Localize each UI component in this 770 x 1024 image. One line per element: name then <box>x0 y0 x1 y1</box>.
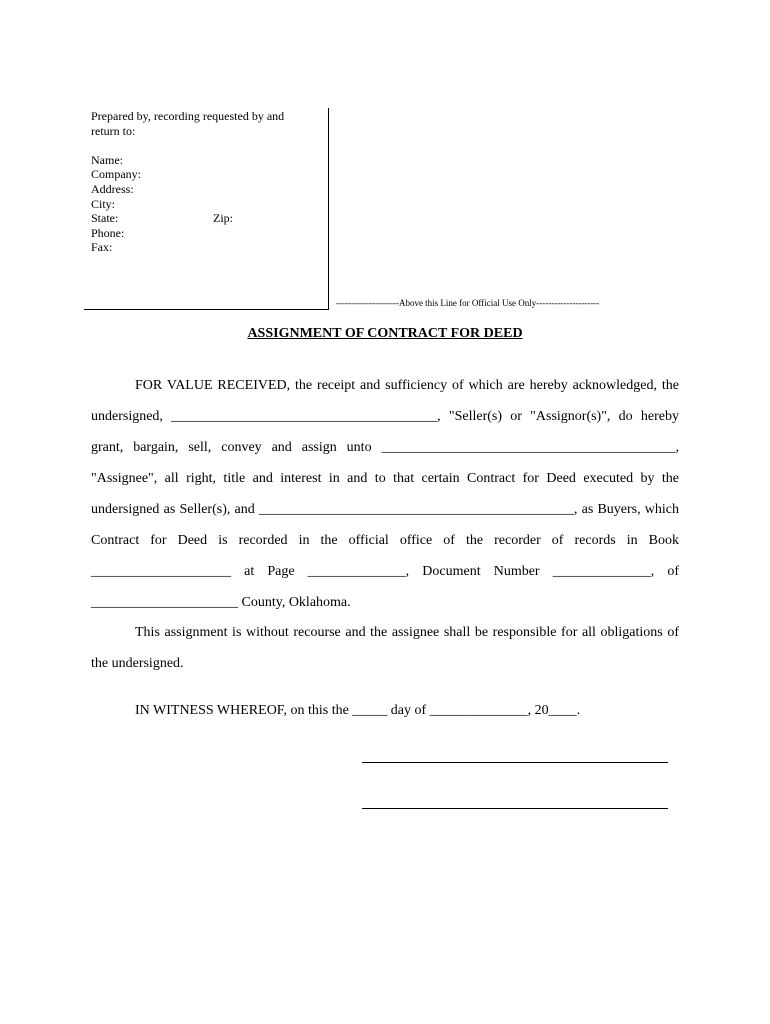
city-label: City: <box>91 196 116 211</box>
document-title: ASSIGNMENT OF CONTRACT FOR DEED <box>247 326 523 341</box>
address-label: Address: <box>91 181 134 196</box>
prepared-by-label: Prepared by, recording requested by and <box>91 109 285 123</box>
state-label: State: <box>91 211 119 226</box>
official-use-divider: ---------------------Above this Line for Official Use Only--------------------- <box>336 298 600 308</box>
name-label: Name: <box>91 152 123 167</box>
phone-label: Phone: <box>91 225 125 240</box>
fax-label: Fax: <box>91 240 113 255</box>
company-label: Company: <box>91 167 141 182</box>
recourse-paragraph: This assignment is without recourse and the assignee shall be responsible for all obligations of the undersigned. <box>91 625 679 671</box>
assignment-paragraph: FOR VALUE RECEIVED, the receipt and sufficiency of which are hereby acknowledged, the undersigned, ______________________________________, "Seller(s) or "Assignor(s)", do hereby grant, bargain, sell, convey and assign unto __________________________________________, "Assignee", all right, title and interest in and to that certain Contract for Deed executed by the undersigned as Seller(s), and _____________________________________________, as Buyers, which Contract for Deed is recorded in the official office of the recorder of records in Book ____________________ at Page ______________, Document Number ______________, of _____________________ County, Oklahoma. <box>91 378 679 610</box>
zip-label: Zip: <box>213 211 233 225</box>
return-to-label: return to: <box>91 123 136 138</box>
signature-line <box>362 762 668 763</box>
signature-line <box>362 808 668 809</box>
recording-info-text <box>91 109 284 255</box>
witness-clause: IN WITNESS WHEREOF, on this the _____ day of ______________, 20____. <box>135 703 581 718</box>
